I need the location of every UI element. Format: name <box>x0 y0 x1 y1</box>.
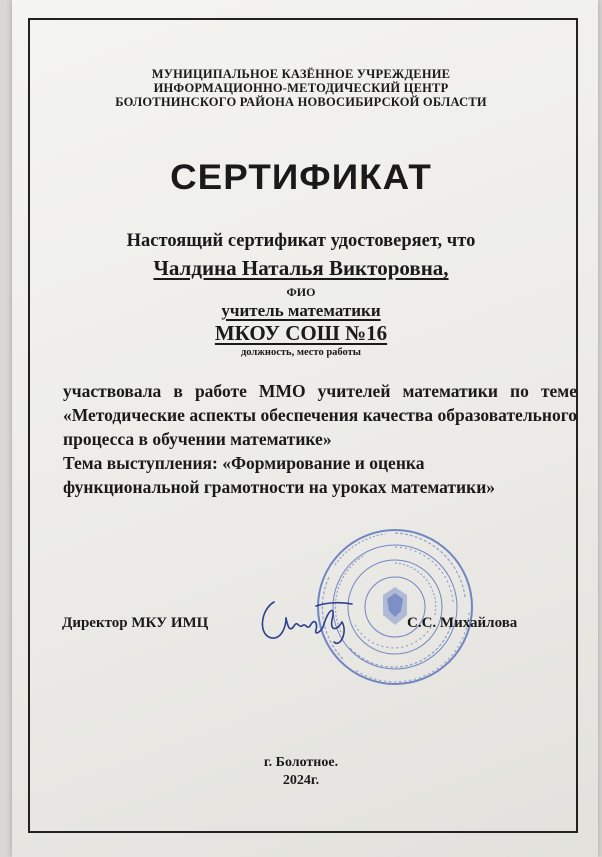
certify-text: Настоящий сертификат удостоверяет, что <box>126 231 476 251</box>
footer-city: г. Болотное. <box>263 755 339 770</box>
participation-text: участвовала в работе ММО учителей математики по теме «Методические аспекты обеспечения качества образовательного процесса в обучении математике» <box>63 381 577 449</box>
footer-year: 2024г. <box>282 773 320 788</box>
recipient-workplace: МКОУ СОШ №16 <box>214 321 388 345</box>
director-title: Директор МКУ ИМЦ <box>62 615 209 631</box>
director-signature <box>256 592 366 652</box>
director-name: С.С. Михайлова <box>407 615 518 631</box>
org-line-1: МУНИЦИПАЛЬНОЕ КАЗЁННОЕ УЧРЕЖДЕНИЕ <box>151 67 451 81</box>
certificate-title: СЕРТИФИКАТ <box>170 158 432 197</box>
presentation-topic: Тема выступления: «Формирование и оценка функциональной грамотности на уроках математики» <box>63 453 496 497</box>
position-caption: должность, место работы <box>240 347 361 358</box>
org-line-2: ИНФОРМАЦИОННО-МЕТОДИЧЕСКИЙ ЦЕНТР <box>153 81 449 95</box>
name-caption: ФИО <box>286 285 316 299</box>
org-line-3: БОЛОТНИНСКОГО РАЙОНА НОВОСИБИРСКОЙ ОБЛАСТИ <box>115 95 487 109</box>
recipient-position: учитель математики <box>221 301 381 320</box>
recipient-name: Чалдина Наталья Викторовна, <box>153 256 449 280</box>
